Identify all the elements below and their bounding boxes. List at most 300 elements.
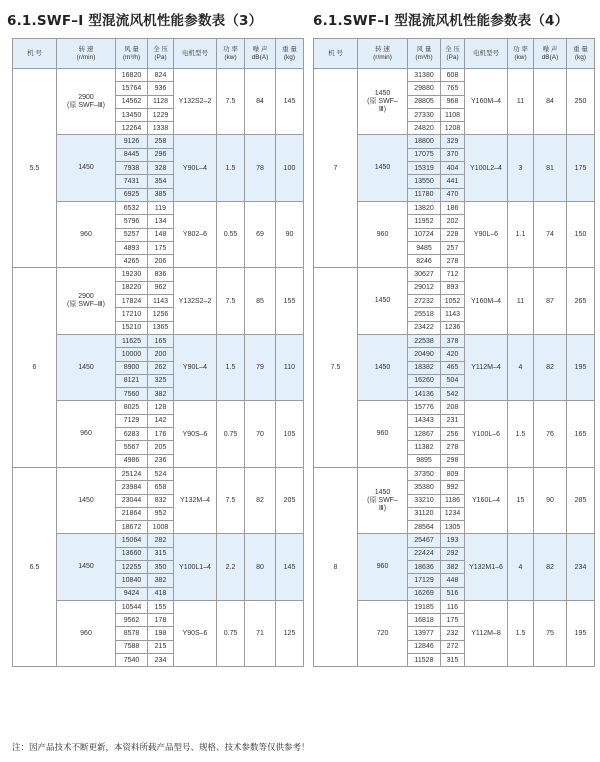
airflow-cell: 14343 (408, 414, 441, 427)
pressure-cell: 470 (441, 188, 465, 201)
noise-cell: 82 (534, 334, 567, 400)
motor-cell: Y100L2–4 (465, 135, 508, 201)
pressure-cell: 228 (441, 228, 465, 241)
speed-cell: 2900 (原 SWF–Ⅲ) (57, 69, 116, 135)
weight-cell: 195 (567, 600, 595, 666)
pressure-cell: 298 (441, 454, 465, 467)
airflow-cell: 13450 (116, 108, 148, 121)
pressure-cell: 1008 (148, 521, 174, 534)
airflow-cell: 9562 (116, 614, 148, 627)
header-motor: 电机型号 (174, 39, 217, 69)
header-speed: 转 速 (r/min) (358, 39, 408, 69)
header-noise: 噪 声 dB(A) (245, 39, 276, 69)
airflow-cell: 8578 (116, 627, 148, 640)
pressure-cell: 134 (148, 215, 174, 228)
airflow-cell: 8445 (116, 148, 148, 161)
pressure-cell: 186 (441, 201, 465, 214)
airflow-cell: 6532 (116, 201, 148, 214)
airflow-cell: 7588 (116, 640, 148, 653)
header-speed: 转 速 (r/min) (57, 39, 116, 69)
airflow-cell: 29880 (408, 82, 441, 95)
power-cell: 7.5 (217, 69, 245, 135)
table-row (13, 401, 304, 414)
pressure-cell: 370 (441, 148, 465, 161)
airflow-cell: 11382 (408, 441, 441, 454)
header-machine-no: 机 号 (314, 39, 358, 69)
pressure-cell: 516 (441, 587, 465, 600)
header-pressure: 全 压 (Pa) (148, 39, 174, 69)
pressure-cell: 765 (441, 82, 465, 95)
header-weight: 重 量 (kg) (567, 39, 595, 69)
pressure-cell: 119 (148, 201, 174, 214)
airflow-cell: 17129 (408, 574, 441, 587)
power-cell: 11 (508, 268, 534, 334)
speed-cell: 1450 (57, 135, 116, 201)
pressure-cell: 256 (441, 428, 465, 441)
pressure-cell: 262 (148, 361, 174, 374)
weight-cell: 234 (567, 534, 595, 600)
motor-cell: Y100L1–4 (174, 534, 217, 600)
pressure-cell: 382 (148, 388, 174, 401)
airflow-cell: 12264 (116, 122, 148, 135)
weight-cell: 125 (276, 600, 304, 666)
airflow-cell: 9424 (116, 587, 148, 600)
pressure-cell: 165 (148, 334, 174, 347)
header-weight: 重 量 (kg) (276, 39, 304, 69)
power-cell: 1.1 (508, 201, 534, 267)
pressure-cell: 272 (441, 640, 465, 653)
airflow-cell: 11952 (408, 215, 441, 228)
airflow-cell: 15210 (116, 321, 148, 334)
pressure-cell: 1365 (148, 321, 174, 334)
airflow-cell: 28564 (408, 521, 441, 534)
pressure-cell: 1143 (441, 308, 465, 321)
weight-cell: 90 (276, 201, 304, 267)
pressure-cell: 1338 (148, 122, 174, 135)
airflow-cell: 11528 (408, 654, 441, 667)
airflow-cell: 16269 (408, 587, 441, 600)
pressure-cell: 296 (148, 148, 174, 161)
speed-cell: 960 (358, 201, 408, 267)
power-cell: 0.75 (217, 401, 245, 467)
pressure-cell: 206 (148, 255, 174, 268)
speed-cell: 1450 (57, 467, 116, 533)
pressure-cell: 350 (148, 560, 174, 573)
airflow-cell: 18220 (116, 281, 148, 294)
pressure-cell: 448 (441, 574, 465, 587)
table-row (13, 201, 304, 214)
airflow-cell: 17824 (116, 295, 148, 308)
pressure-cell: 1108 (441, 108, 465, 121)
noise-cell: 70 (245, 401, 276, 467)
power-cell: 0.75 (217, 600, 245, 666)
motor-cell: Y112M–4 (465, 334, 508, 400)
pressure-cell: 178 (148, 614, 174, 627)
pressure-cell: 936 (148, 82, 174, 95)
weight-cell: 285 (567, 467, 595, 533)
pressure-cell: 962 (148, 281, 174, 294)
weight-cell: 165 (567, 401, 595, 467)
airflow-cell: 27232 (408, 295, 441, 308)
weight-cell: 110 (276, 334, 304, 400)
noise-cell: 84 (245, 69, 276, 135)
pressure-cell: 504 (441, 374, 465, 387)
noise-cell: 90 (534, 467, 567, 533)
airflow-cell: 8121 (116, 374, 148, 387)
motor-cell: Y90S–6 (174, 600, 217, 666)
header-row (314, 39, 595, 69)
pressure-cell: 465 (441, 361, 465, 374)
airflow-cell: 7560 (116, 388, 148, 401)
pressure-cell: 193 (441, 534, 465, 547)
airflow-cell: 12867 (408, 428, 441, 441)
motor-cell: Y132M1–6 (465, 534, 508, 600)
pressure-cell: 215 (148, 640, 174, 653)
pressure-cell: 992 (441, 481, 465, 494)
airflow-cell: 31120 (408, 507, 441, 520)
airflow-cell: 18636 (408, 560, 441, 573)
header-row (13, 39, 304, 69)
pressure-cell: 968 (441, 95, 465, 108)
power-cell: 11 (508, 69, 534, 135)
pressure-cell: 441 (441, 175, 465, 188)
power-cell: 2.2 (217, 534, 245, 600)
pressure-cell: 205 (148, 441, 174, 454)
performance-table-4 (313, 38, 595, 667)
table-row (13, 69, 304, 82)
motor-cell: Y112M–8 (465, 600, 508, 666)
pressure-cell: 325 (148, 374, 174, 387)
header-motor: 电机型号 (465, 39, 508, 69)
pressure-cell: 1229 (148, 108, 174, 121)
power-cell: 1.5 (508, 401, 534, 467)
airflow-cell: 4265 (116, 255, 148, 268)
power-cell: 4 (508, 534, 534, 600)
speed-cell: 1450 (358, 268, 408, 334)
table-row (13, 467, 304, 480)
motor-cell: Y100L–6 (465, 401, 508, 467)
airflow-cell: 13550 (408, 175, 441, 188)
pressure-cell: 175 (441, 614, 465, 627)
speed-cell: 960 (57, 401, 116, 467)
table-row (13, 268, 304, 281)
pressure-cell: 354 (148, 175, 174, 188)
pressure-cell: 382 (441, 560, 465, 573)
airflow-cell: 22538 (408, 334, 441, 347)
pressure-cell: 155 (148, 600, 174, 613)
table-row (13, 600, 304, 613)
pressure-cell: 231 (441, 414, 465, 427)
footnote: 注：因产品技术不断更新，本资料所载产品型号、规格、技术参数等仅供参考！ (12, 743, 310, 753)
noise-cell: 69 (245, 201, 276, 267)
weight-cell: 145 (276, 69, 304, 135)
pressure-cell: 200 (148, 348, 174, 361)
speed-cell: 960 (358, 401, 408, 467)
airflow-cell: 13977 (408, 627, 441, 640)
pressure-cell: 1234 (441, 507, 465, 520)
airflow-cell: 27330 (408, 108, 441, 121)
airflow-cell: 16260 (408, 374, 441, 387)
pressure-cell: 1236 (441, 321, 465, 334)
pressure-cell: 202 (441, 215, 465, 228)
airflow-cell: 20490 (408, 348, 441, 361)
pressure-cell: 234 (148, 654, 174, 667)
airflow-cell: 5567 (116, 441, 148, 454)
airflow-cell: 17210 (116, 308, 148, 321)
header-power: 功 率 (kw) (508, 39, 534, 69)
airflow-cell: 13660 (116, 547, 148, 560)
airflow-cell: 10840 (116, 574, 148, 587)
airflow-cell: 9895 (408, 454, 441, 467)
pressure-cell: 712 (441, 268, 465, 281)
pressure-cell: 148 (148, 228, 174, 241)
pressure-cell: 208 (441, 401, 465, 414)
airflow-cell: 23044 (116, 494, 148, 507)
pressure-cell: 1208 (441, 122, 465, 135)
pressure-cell: 404 (441, 162, 465, 175)
motor-cell: Y90L–4 (174, 135, 217, 201)
header-noise: 噪 声 dB(A) (534, 39, 567, 69)
airflow-cell: 5796 (116, 215, 148, 228)
motor-cell: Y90L–6 (465, 201, 508, 267)
pressure-cell: 278 (441, 441, 465, 454)
noise-cell: 74 (534, 201, 567, 267)
airflow-cell: 23422 (408, 321, 441, 334)
airflow-cell: 8900 (116, 361, 148, 374)
machine-no-cell: 6 (13, 268, 57, 467)
pressure-cell: 524 (148, 467, 174, 480)
pressure-cell: 232 (441, 627, 465, 640)
pressure-cell: 1305 (441, 521, 465, 534)
power-cell: 7.5 (217, 268, 245, 334)
pressure-cell: 116 (441, 600, 465, 613)
airflow-cell: 22424 (408, 547, 441, 560)
weight-cell: 175 (567, 135, 595, 201)
machine-no-cell: 8 (314, 467, 358, 666)
weight-cell: 105 (276, 401, 304, 467)
airflow-cell: 16818 (408, 614, 441, 627)
noise-cell: 71 (245, 600, 276, 666)
airflow-cell: 10724 (408, 228, 441, 241)
speed-cell: 1450 (原 SWF– Ⅲ) (358, 467, 408, 533)
airflow-cell: 6283 (116, 428, 148, 441)
pressure-cell: 142 (148, 414, 174, 427)
airflow-cell: 33210 (408, 494, 441, 507)
speed-cell: 960 (57, 201, 116, 267)
airflow-cell: 28805 (408, 95, 441, 108)
table-row (13, 334, 304, 347)
weight-cell: 100 (276, 135, 304, 201)
motor-cell: Y132S2–2 (174, 69, 217, 135)
noise-cell: 81 (534, 135, 567, 201)
weight-cell: 265 (567, 268, 595, 334)
speed-cell: 1450 (358, 334, 408, 400)
motor-cell: Y160M–4 (465, 69, 508, 135)
table-row (13, 135, 304, 148)
airflow-cell: 15319 (408, 162, 441, 175)
power-cell: 3 (508, 135, 534, 201)
airflow-cell: 13820 (408, 201, 441, 214)
table-row (13, 534, 304, 547)
weight-cell: 150 (567, 201, 595, 267)
airflow-cell: 16820 (116, 69, 148, 82)
pressure-cell: 175 (148, 241, 174, 254)
noise-cell: 82 (245, 467, 276, 533)
speed-cell: 1450 (57, 334, 116, 400)
performance-table-3 (12, 38, 304, 667)
pressure-cell: 824 (148, 69, 174, 82)
machine-no-cell: 7.5 (314, 268, 358, 467)
pressure-cell: 257 (441, 241, 465, 254)
noise-cell: 82 (534, 534, 567, 600)
power-cell: 7.5 (217, 467, 245, 533)
pressure-cell: 282 (148, 534, 174, 547)
pressure-cell: 809 (441, 467, 465, 480)
airflow-cell: 7129 (116, 414, 148, 427)
power-cell: 0.55 (217, 201, 245, 267)
table-body (314, 69, 595, 667)
pressure-cell: 1128 (148, 95, 174, 108)
pressure-cell: 658 (148, 481, 174, 494)
airflow-cell: 25518 (408, 308, 441, 321)
weight-cell: 195 (567, 334, 595, 400)
pressure-cell: 385 (148, 188, 174, 201)
speed-cell: 1450 (原 SWF– Ⅲ) (358, 69, 408, 135)
pressure-cell: 420 (441, 348, 465, 361)
motor-cell: Y802–6 (174, 201, 217, 267)
table-row (314, 268, 595, 281)
airflow-cell: 9485 (408, 241, 441, 254)
pressure-cell: 542 (441, 388, 465, 401)
airflow-cell: 15764 (116, 82, 148, 95)
airflow-cell: 25124 (116, 467, 148, 480)
table-4-title: 6.1.SWF–I 型混流风机性能参数表（4） (313, 13, 569, 29)
header-airflow: 风 量 (m³/h) (408, 39, 441, 69)
speed-cell: 1450 (57, 534, 116, 600)
airflow-cell: 15064 (116, 534, 148, 547)
table-row (314, 467, 595, 480)
pressure-cell: 292 (441, 547, 465, 560)
noise-cell: 87 (534, 268, 567, 334)
noise-cell: 84 (534, 69, 567, 135)
airflow-cell: 35380 (408, 481, 441, 494)
machine-no-cell: 7 (314, 69, 358, 268)
pressure-cell: 176 (148, 428, 174, 441)
airflow-cell: 8246 (408, 255, 441, 268)
motor-cell: Y132S2–2 (174, 268, 217, 334)
airflow-cell: 7540 (116, 654, 148, 667)
header-pressure: 全 压 (Pa) (441, 39, 465, 69)
airflow-cell: 10544 (116, 600, 148, 613)
pressure-cell: 1256 (148, 308, 174, 321)
pressure-cell: 608 (441, 69, 465, 82)
noise-cell: 80 (245, 534, 276, 600)
airflow-cell: 15776 (408, 401, 441, 414)
motor-cell: Y160M–4 (465, 268, 508, 334)
airflow-cell: 37350 (408, 467, 441, 480)
table-body (13, 69, 304, 667)
pressure-cell: 236 (148, 454, 174, 467)
airflow-cell: 12255 (116, 560, 148, 573)
pressure-cell: 382 (148, 574, 174, 587)
speed-cell: 720 (358, 600, 408, 666)
header-power: 功 率 (kw) (217, 39, 245, 69)
weight-cell: 155 (276, 268, 304, 334)
table-3-title: 6.1.SWF–I 型混流风机性能参数表（3） (7, 13, 263, 29)
pressure-cell: 893 (441, 281, 465, 294)
airflow-cell: 9126 (116, 135, 148, 148)
pressure-cell: 278 (441, 255, 465, 268)
airflow-cell: 6925 (116, 188, 148, 201)
speed-cell: 2900 (原 SWF–Ⅲ) (57, 268, 116, 334)
airflow-cell: 18800 (408, 135, 441, 148)
airflow-cell: 17075 (408, 148, 441, 161)
noise-cell: 79 (245, 334, 276, 400)
power-cell: 1.5 (217, 334, 245, 400)
pressure-cell: 1052 (441, 295, 465, 308)
pressure-cell: 198 (148, 627, 174, 640)
weight-cell: 145 (276, 534, 304, 600)
airflow-cell: 24820 (408, 122, 441, 135)
pressure-cell: 418 (148, 587, 174, 600)
weight-cell: 250 (567, 69, 595, 135)
machine-no-cell: 5.5 (13, 69, 57, 268)
speed-cell: 960 (358, 534, 408, 600)
noise-cell: 78 (245, 135, 276, 201)
airflow-cell: 4893 (116, 241, 148, 254)
airflow-cell: 14562 (116, 95, 148, 108)
table-row (314, 69, 595, 82)
noise-cell: 85 (245, 268, 276, 334)
pressure-cell: 952 (148, 507, 174, 520)
motor-cell: Y132M–4 (174, 467, 217, 533)
airflow-cell: 30627 (408, 268, 441, 281)
airflow-cell: 12846 (408, 640, 441, 653)
airflow-cell: 19185 (408, 600, 441, 613)
pressure-cell: 328 (148, 162, 174, 175)
pressure-cell: 315 (148, 547, 174, 560)
airflow-cell: 7938 (116, 162, 148, 175)
airflow-cell: 7431 (116, 175, 148, 188)
airflow-cell: 11625 (116, 334, 148, 347)
airflow-cell: 25467 (408, 534, 441, 547)
airflow-cell: 31380 (408, 69, 441, 82)
machine-no-cell: 6.5 (13, 467, 57, 666)
airflow-cell: 4986 (116, 454, 148, 467)
header-machine-no: 机 号 (13, 39, 57, 69)
airflow-cell: 11780 (408, 188, 441, 201)
power-cell: 1.5 (508, 600, 534, 666)
pressure-cell: 128 (148, 401, 174, 414)
airflow-cell: 18382 (408, 361, 441, 374)
airflow-cell: 5257 (116, 228, 148, 241)
motor-cell: Y90L–4 (174, 334, 217, 400)
pressure-cell: 836 (148, 268, 174, 281)
pressure-cell: 832 (148, 494, 174, 507)
motor-cell: Y160L–4 (465, 467, 508, 533)
pressure-cell: 1186 (441, 494, 465, 507)
noise-cell: 76 (534, 401, 567, 467)
noise-cell: 75 (534, 600, 567, 666)
pressure-cell: 315 (441, 654, 465, 667)
airflow-cell: 14136 (408, 388, 441, 401)
pressure-cell: 329 (441, 135, 465, 148)
airflow-cell: 10000 (116, 348, 148, 361)
airflow-cell: 8025 (116, 401, 148, 414)
airflow-cell: 29012 (408, 281, 441, 294)
weight-cell: 205 (276, 467, 304, 533)
speed-cell: 960 (57, 600, 116, 666)
